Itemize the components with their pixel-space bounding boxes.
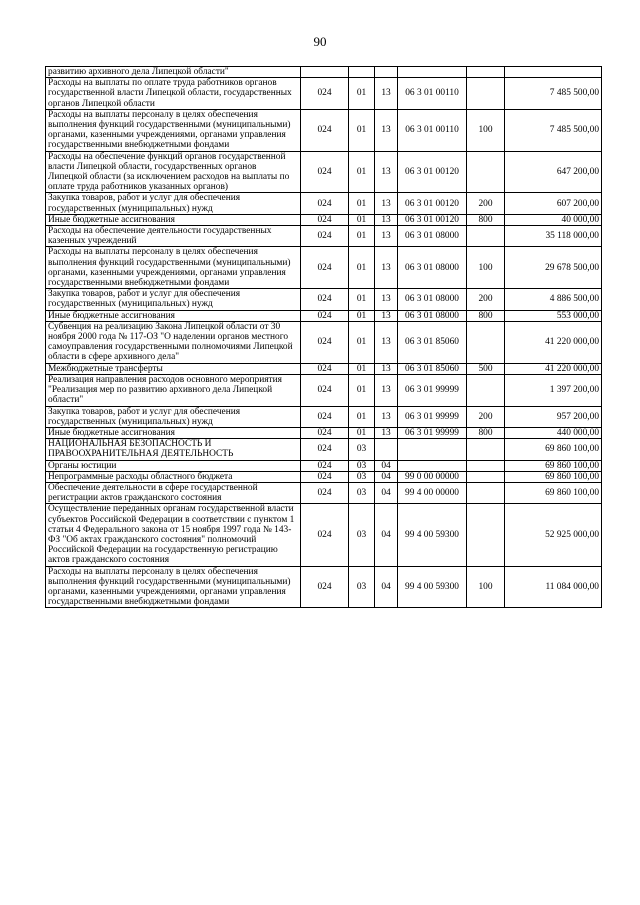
- row-target-article: 06 3 01 00120: [398, 214, 467, 225]
- row-name: Непрограммные расходы областного бюджета: [46, 471, 301, 482]
- row-name: Обеспечение деятельности в сфере государственной регистрации актов гражданского состояния: [46, 482, 301, 503]
- row-target-article: 06 3 01 85060: [398, 363, 467, 374]
- table-row: [46, 151, 602, 193]
- row-admin-code: 024: [301, 151, 349, 193]
- table-row: [46, 109, 602, 151]
- row-subsection: 13: [375, 427, 398, 438]
- table-row: [46, 78, 602, 110]
- row-subsection: 13: [375, 310, 398, 321]
- row-subsection: 04: [375, 482, 398, 503]
- row-expense-type: 800: [467, 310, 505, 321]
- row-name: Осуществление переданных органам государственной власти субъектов Российской Федерации в соответствии с пунктом 1 статьи 4 Федерального закона от 15 ноября 1997 года № 143-ФЗ "Об актах гражданского состояния" полномочий Российской Федерации на государственную регистрацию актов гражданского состояния: [46, 504, 301, 566]
- row-subsection: 04: [375, 471, 398, 482]
- row-admin-code: 024: [301, 406, 349, 427]
- row-expense-type: [467, 321, 505, 363]
- table-row: [46, 406, 602, 427]
- row-expense-type: 100: [467, 247, 505, 289]
- row-target-article: 06 3 01 00120: [398, 193, 467, 214]
- table-row: [46, 427, 602, 438]
- row-expense-type: [467, 226, 505, 247]
- row-expense-type: [467, 78, 505, 110]
- row-amount: 553 000,00: [505, 310, 602, 321]
- row-admin-code: 024: [301, 193, 349, 214]
- row-section: 03: [349, 471, 375, 482]
- row-subsection: 13: [375, 321, 398, 363]
- row-expense-type: [467, 460, 505, 471]
- row-section: 03: [349, 482, 375, 503]
- row-section: 01: [349, 427, 375, 438]
- row-subsection: 13: [375, 363, 398, 374]
- row-name: Органы юстиции: [46, 460, 301, 471]
- row-name: Расходы на выплаты персоналу в целях обеспечения выполнения функций государственными (муниципальными) органами, казенными учреждениями, органами управления государственными внебюджетными фондами: [46, 566, 301, 608]
- row-section: 03: [349, 460, 375, 471]
- row-amount: 607 200,00: [505, 193, 602, 214]
- row-admin-code: [301, 67, 349, 78]
- row-admin-code: 024: [301, 78, 349, 110]
- row-name: Закупка товаров, работ и услуг для обеспечения государственных (муниципальных) нужд: [46, 406, 301, 427]
- row-expense-type: 100: [467, 566, 505, 608]
- table-row: [46, 566, 602, 608]
- row-amount: 69 860 100,00: [505, 460, 602, 471]
- row-admin-code: 024: [301, 247, 349, 289]
- row-target-article: 99 4 00 00000: [398, 482, 467, 503]
- row-subsection: 13: [375, 406, 398, 427]
- row-subsection: 13: [375, 109, 398, 151]
- row-section: 01: [349, 247, 375, 289]
- row-subsection: 13: [375, 247, 398, 289]
- row-amount: 11 084 000,00: [505, 566, 602, 608]
- table-row: [46, 247, 602, 289]
- row-section: 01: [349, 321, 375, 363]
- table-row: [46, 363, 602, 374]
- table-row: [46, 504, 602, 566]
- row-admin-code: 024: [301, 471, 349, 482]
- row-section: 01: [349, 289, 375, 310]
- row-admin-code: 024: [301, 439, 349, 460]
- row-subsection: 04: [375, 566, 398, 608]
- table-row: [46, 310, 602, 321]
- row-target-article: 99 4 00 59300: [398, 504, 467, 566]
- row-amount: 69 860 100,00: [505, 471, 602, 482]
- row-target-article: 06 3 01 99999: [398, 406, 467, 427]
- row-subsection: 13: [375, 214, 398, 225]
- row-admin-code: 024: [301, 427, 349, 438]
- row-subsection: 13: [375, 151, 398, 193]
- row-admin-code: 024: [301, 310, 349, 321]
- row-name: развитию архивного дела Липецкой области": [46, 67, 301, 78]
- table-row: [46, 374, 602, 406]
- row-expense-type: [467, 439, 505, 460]
- row-expense-type: 500: [467, 363, 505, 374]
- table-row: [46, 321, 602, 363]
- row-target-article: 06 3 01 85060: [398, 321, 467, 363]
- row-subsection: 13: [375, 78, 398, 110]
- row-name: Закупка товаров, работ и услуг для обеспечения государственных (муниципальных) нужд: [46, 193, 301, 214]
- row-expense-type: 800: [467, 214, 505, 225]
- row-section: 01: [349, 363, 375, 374]
- row-section: 01: [349, 406, 375, 427]
- row-admin-code: 024: [301, 289, 349, 310]
- row-target-article: 06 3 01 08000: [398, 289, 467, 310]
- table-row: [46, 226, 602, 247]
- table-row: [46, 67, 602, 78]
- row-subsection: 13: [375, 289, 398, 310]
- row-amount: 957 200,00: [505, 406, 602, 427]
- row-target-article: 06 3 01 08000: [398, 226, 467, 247]
- table-row: [46, 439, 602, 460]
- row-target-article: 06 3 01 08000: [398, 310, 467, 321]
- row-admin-code: 024: [301, 374, 349, 406]
- row-admin-code: 024: [301, 321, 349, 363]
- row-amount: 4 886 500,00: [505, 289, 602, 310]
- row-admin-code: 024: [301, 109, 349, 151]
- table-row: [46, 193, 602, 214]
- row-admin-code: 024: [301, 504, 349, 566]
- row-section: 01: [349, 78, 375, 110]
- row-name: Закупка товаров, работ и услуг для обеспечения государственных (муниципальных) нужд: [46, 289, 301, 310]
- row-name: НАЦИОНАЛЬНАЯ БЕЗОПАСНОСТЬ И ПРАВООХРАНИТЕЛЬНАЯ ДЕЯТЕЛЬНОСТЬ: [46, 439, 301, 460]
- row-section: 01: [349, 374, 375, 406]
- row-amount: 647 200,00: [505, 151, 602, 193]
- row-target-article: 06 3 01 99999: [398, 427, 467, 438]
- budget-table: [45, 66, 602, 608]
- row-expense-type: [467, 374, 505, 406]
- row-section: 01: [349, 151, 375, 193]
- table-body: [46, 67, 602, 608]
- row-target-article: 06 3 01 00110: [398, 109, 467, 151]
- row-name: Расходы на обеспечение функций органов государственной власти Липецкой области, государственных органов Липецкой области (за исключением расходов на выплаты по оплате труда работников указанных органов): [46, 151, 301, 193]
- row-target-article: [398, 460, 467, 471]
- row-amount: 41 220 000,00: [505, 363, 602, 374]
- row-subsection: 13: [375, 374, 398, 406]
- row-amount: [505, 67, 602, 78]
- row-name: Иные бюджетные ассигнования: [46, 214, 301, 225]
- row-amount: 69 860 100,00: [505, 439, 602, 460]
- row-admin-code: 024: [301, 460, 349, 471]
- row-section: 01: [349, 310, 375, 321]
- row-expense-type: 800: [467, 427, 505, 438]
- row-name: Субвенция на реализацию Закона Липецкой области от 30 ноября 2000 года № 117-ОЗ "О наделении органов местного самоуправления государственными полномочиями Липецкой области в сфере архивного дела": [46, 321, 301, 363]
- row-target-article: 06 3 01 99999: [398, 374, 467, 406]
- row-expense-type: 200: [467, 193, 505, 214]
- row-subsection: [375, 67, 398, 78]
- row-section: 03: [349, 566, 375, 608]
- row-section: 01: [349, 109, 375, 151]
- page-number: 90: [313, 34, 327, 49]
- row-target-article: 06 3 01 00110: [398, 78, 467, 110]
- row-expense-type: [467, 67, 505, 78]
- row-target-article: [398, 439, 467, 460]
- row-expense-type: 100: [467, 109, 505, 151]
- row-target-article: 99 0 00 00000: [398, 471, 467, 482]
- row-admin-code: 024: [301, 566, 349, 608]
- row-expense-type: [467, 151, 505, 193]
- row-target-article: 99 4 00 59300: [398, 566, 467, 608]
- row-admin-code: 024: [301, 226, 349, 247]
- row-expense-type: [467, 471, 505, 482]
- row-expense-type: 200: [467, 289, 505, 310]
- row-name: Иные бюджетные ассигнования: [46, 310, 301, 321]
- row-target-article: 06 3 01 00120: [398, 151, 467, 193]
- row-subsection: 04: [375, 504, 398, 566]
- row-name: Расходы на обеспечение деятельности государственных казенных учреждений: [46, 226, 301, 247]
- table-row: [46, 289, 602, 310]
- row-amount: 440 000,00: [505, 427, 602, 438]
- row-name: Расходы на выплаты по оплате труда работников органов государственной власти Липецкой области, государственных органов Липецкой области: [46, 78, 301, 110]
- row-amount: 7 485 500,00: [505, 78, 602, 110]
- row-name: Реализация направления расходов основного мероприятия "Реализация мер по развитию архивного дела Липецкой области": [46, 374, 301, 406]
- row-admin-code: 024: [301, 214, 349, 225]
- row-admin-code: 024: [301, 363, 349, 374]
- row-amount: 69 860 100,00: [505, 482, 602, 503]
- row-amount: 41 220 000,00: [505, 321, 602, 363]
- row-admin-code: 024: [301, 482, 349, 503]
- row-amount: 52 925 000,00: [505, 504, 602, 566]
- row-subsection: 13: [375, 193, 398, 214]
- row-expense-type: 200: [467, 406, 505, 427]
- row-section: 03: [349, 504, 375, 566]
- row-name: Расходы на выплаты персоналу в целях обеспечения выполнения функций государственными (муниципальными) органами, казенными учреждениями, органами управления государственными внебюджетными фондами: [46, 247, 301, 289]
- row-subsection: [375, 439, 398, 460]
- row-expense-type: [467, 504, 505, 566]
- table-row: [46, 460, 602, 471]
- row-amount: 35 118 000,00: [505, 226, 602, 247]
- row-subsection: 13: [375, 226, 398, 247]
- row-name: Расходы на выплаты персоналу в целях обеспечения выполнения функций государственными (муниципальными) органами, казенными учреждениями, органами управления государственными внебюджетными фондами: [46, 109, 301, 151]
- row-subsection: 04: [375, 460, 398, 471]
- row-amount: 1 397 200,00: [505, 374, 602, 406]
- row-section: [349, 67, 375, 78]
- row-name: Межбюджетные трансферты: [46, 363, 301, 374]
- row-section: 01: [349, 193, 375, 214]
- row-amount: 29 678 500,00: [505, 247, 602, 289]
- row-section: 01: [349, 226, 375, 247]
- row-target-article: 06 3 01 08000: [398, 247, 467, 289]
- row-section: 01: [349, 214, 375, 225]
- row-amount: 7 485 500,00: [505, 109, 602, 151]
- row-expense-type: [467, 482, 505, 503]
- row-section: 03: [349, 439, 375, 460]
- table-row: [46, 471, 602, 482]
- row-target-article: [398, 67, 467, 78]
- row-amount: 40 000,00: [505, 214, 602, 225]
- table-row: [46, 214, 602, 225]
- row-name: Иные бюджетные ассигнования: [46, 427, 301, 438]
- table-row: [46, 482, 602, 503]
